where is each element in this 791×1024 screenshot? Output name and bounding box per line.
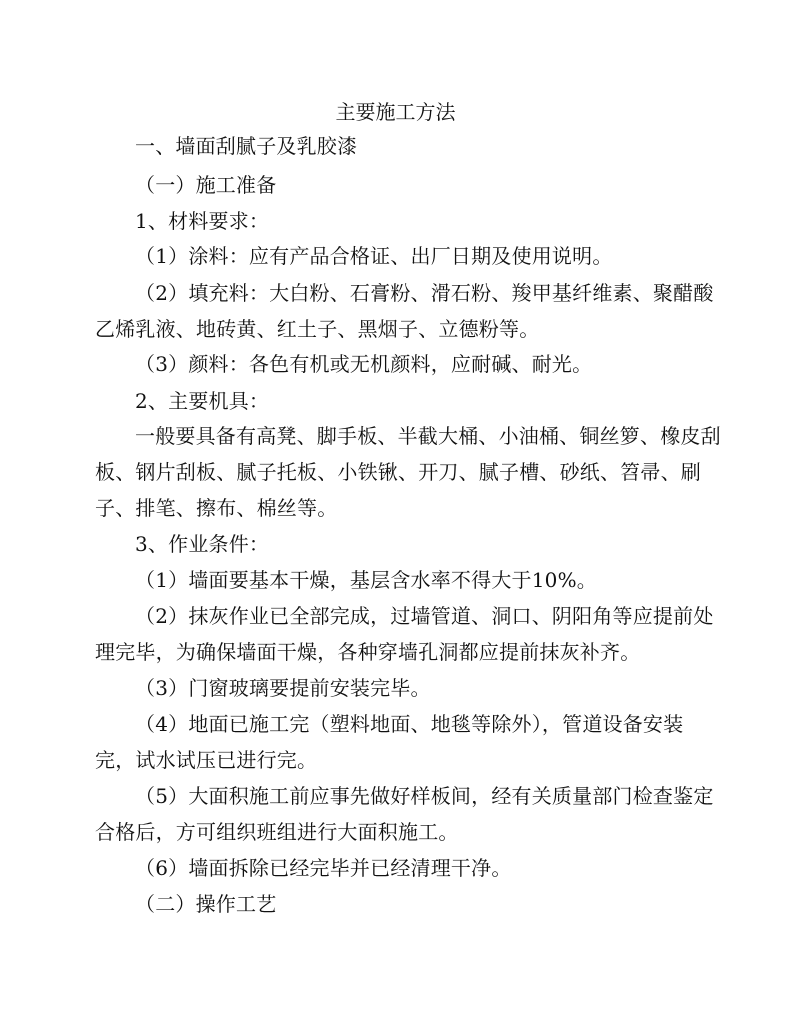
paragraph-line: 一般要具备有高凳、脚手板、半截大桶、小油桶、铜丝箩、橡皮刮: [135, 424, 721, 448]
subsection-heading: （一）施工准备: [135, 173, 277, 197]
paragraph-line: 板、钢片刮板、腻子托板、小铁锹、开刀、腻子槽、砂纸、笤帚、刷: [95, 460, 701, 484]
paragraph-line: （2）抹灰作业已全部完成，过墙管道、洞口、阴阳角等应提前处: [135, 604, 714, 628]
item-heading: 3、作业条件：: [135, 532, 270, 556]
paragraph-line: 子、排笔、擦布、棉丝等。: [95, 496, 338, 520]
paragraph-line: 乙烯乳液、地砖黄、红土子、黑烟子、立德粉等。: [95, 317, 540, 341]
paragraph-line: 合格后，方可组织班组进行大面积施工。: [95, 820, 459, 844]
paragraph-line: （4）地面已施工完（塑料地面、地毯等除外），管道设备安装: [135, 712, 684, 736]
item-heading: 2、主要机具：: [135, 389, 270, 413]
document-title: 主要施工方法: [335, 100, 456, 124]
paragraph-line: （6）墙面拆除已经完毕并已经清理干净。: [135, 856, 512, 880]
section-heading: 一、墙面刮腻子及乳胶漆: [135, 134, 358, 158]
paragraph-line: （3）门窗玻璃要提前安装完毕。: [135, 676, 431, 700]
paragraph-line: 理完毕，为确保墙面干燥，各种穿墙孔洞都应提前抹灰补齐。: [95, 640, 641, 664]
paragraph-line: 完，试水试压已进行完。: [95, 748, 318, 772]
paragraph-line: （3）颜料：各色有机或无机颜料，应耐碱、耐光。: [135, 352, 593, 376]
subsection-heading: （二）操作工艺: [135, 892, 277, 916]
item-heading: 1、材料要求：: [135, 209, 270, 233]
paragraph-line: （2）填充料：大白粉、石膏粉、滑石粉、羧甲基纤维素、聚醋酸: [135, 281, 714, 305]
paragraph-line: （1）墙面要基本干燥，基层含水率不得大于10%。: [135, 568, 597, 592]
paragraph-line: （1）涂料：应有产品合格证、出厂日期及使用说明。: [135, 244, 613, 268]
paragraph-line: （5）大面积施工前应事先做好样板间，经有关质量部门检查鉴定: [135, 784, 714, 808]
